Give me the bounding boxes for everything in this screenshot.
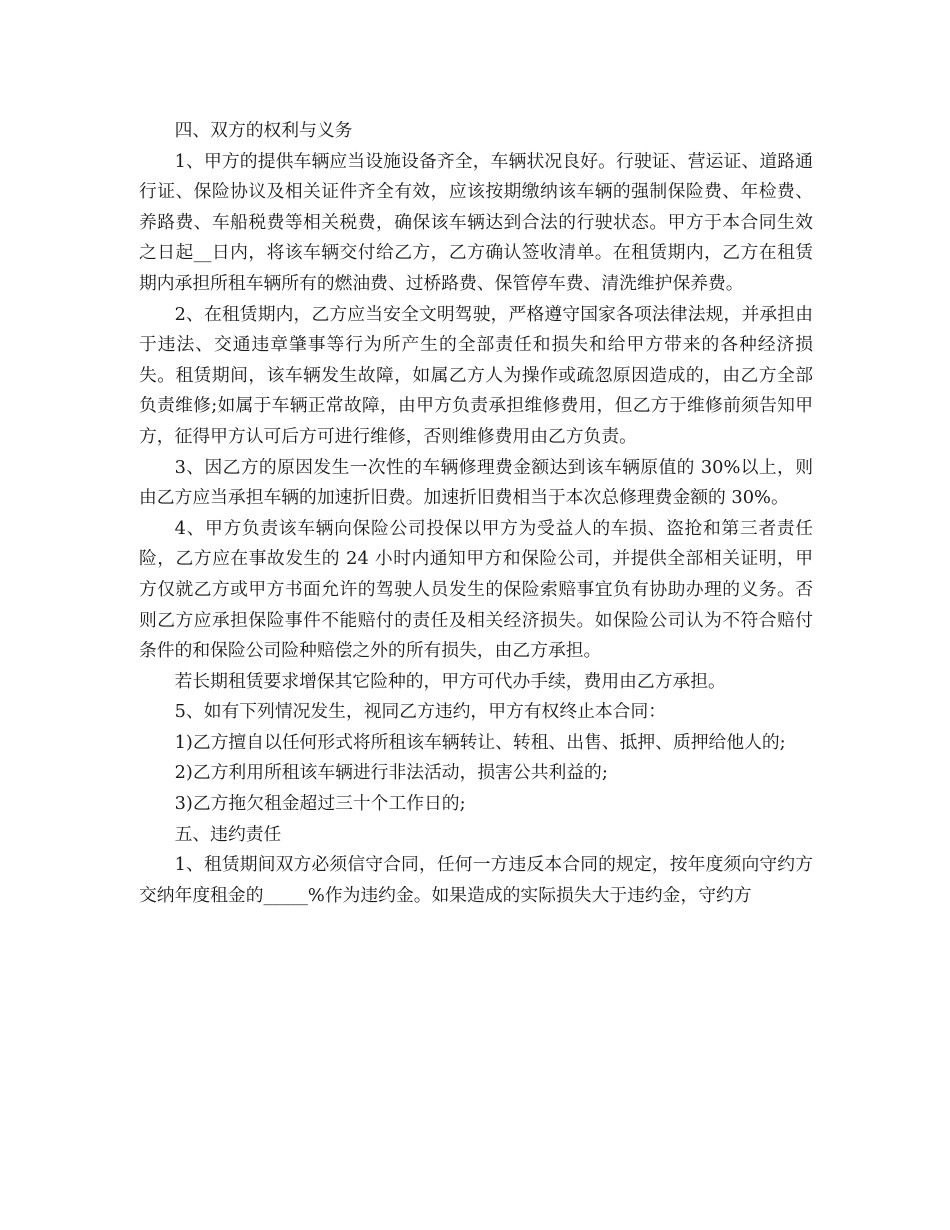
list-item: 3)乙方拖欠租金超过三十个工作日的; (174, 793, 466, 815)
clause-paragraph: 若长期租赁要求增保其它险种的，甲方可代办手续，费用由乙方承担。 (174, 670, 726, 692)
clause-paragraph: 1、甲方的提供车辆应当设施设备齐全，车辆状况良好。行驶证、营运证、道路通行证、保险协议及相关证件齐全有效，应该按期缴纳该车辆的强制保险费、年检费、养路费、车船税费等相关税费，确保该车辆达到合法的行驶状态。甲方于本合同生效之日起__日内，将该车辆交付给乙方，乙方确认签收清单。在租赁期内，乙方在租赁期内承担所租车辆所有的燃油费、过桥路费、保管停车费、清洗维护保养费。 (139, 150, 813, 294)
section-heading-rights-obligations: 四、双方的权利与义务 (174, 120, 353, 141)
list-item: 2)乙方利用所租该车辆进行非法活动，损害公共利益的; (174, 762, 608, 784)
clause-paragraph: 5、如有下列情况发生，视同乙方违约，甲方有权终止本合同： (174, 701, 667, 723)
section-heading-breach-liability: 五、违约责任 (174, 823, 282, 845)
clause-paragraph: 1、租赁期间双方必须信守合同，任何一方违反本合同的规定，按年度须向守约方交纳年度租金的_____%作为违约金。如果造成的实际损失大于违约金，守约方 (139, 854, 813, 906)
clause-paragraph: 3、因乙方的原因发生一次性的车辆修理费金额达到该车辆原值的 30%以上，则由乙方应当承担车辆的加速折旧费。加速折旧费相当于本次总修理费金额的 30%。 (139, 456, 813, 509)
list-item: 1)乙方擅自以任何形式将所租该车辆转让、转租、出售、抵押、质押给他人的; (174, 731, 786, 753)
document-body (139, 116, 813, 911)
clause-paragraph: 2、在租赁期内，乙方应当安全文明驾驶，严格遵守国家各项法律法规，并承担由于违法、交通违章肇事等行为所产生的全部责任和损失和给甲方带来的各种经济损失。租赁期间，该车辆发生故障，如属乙方人为操作或疏忽原因造成的，由乙方全部负责维修;如属于车辆正常故障，由甲方负责承担维修费用，但乙方于维修前须告知甲方，征得甲方认可后方可进行维修，否则维修费用由乙方负责。 (139, 303, 813, 447)
clause-paragraph: 4、甲方负责该车辆向保险公司投保以甲方为受益人的车损、盗抢和第三者责任险，乙方应在事故发生的 24 小时内通知甲方和保险公司，并提供全部相关证明，甲方仅就乙方或甲方书面允许的驾驶人员发生的保险索赔事宜负有协助办理的义务。否则乙方应承担保险事件不能赔付的责任及相关经济损失。如保险公司认为不符合赔付条件的和保险公司险种赔偿之外的所有损失，由乙方承担。 (139, 517, 813, 662)
